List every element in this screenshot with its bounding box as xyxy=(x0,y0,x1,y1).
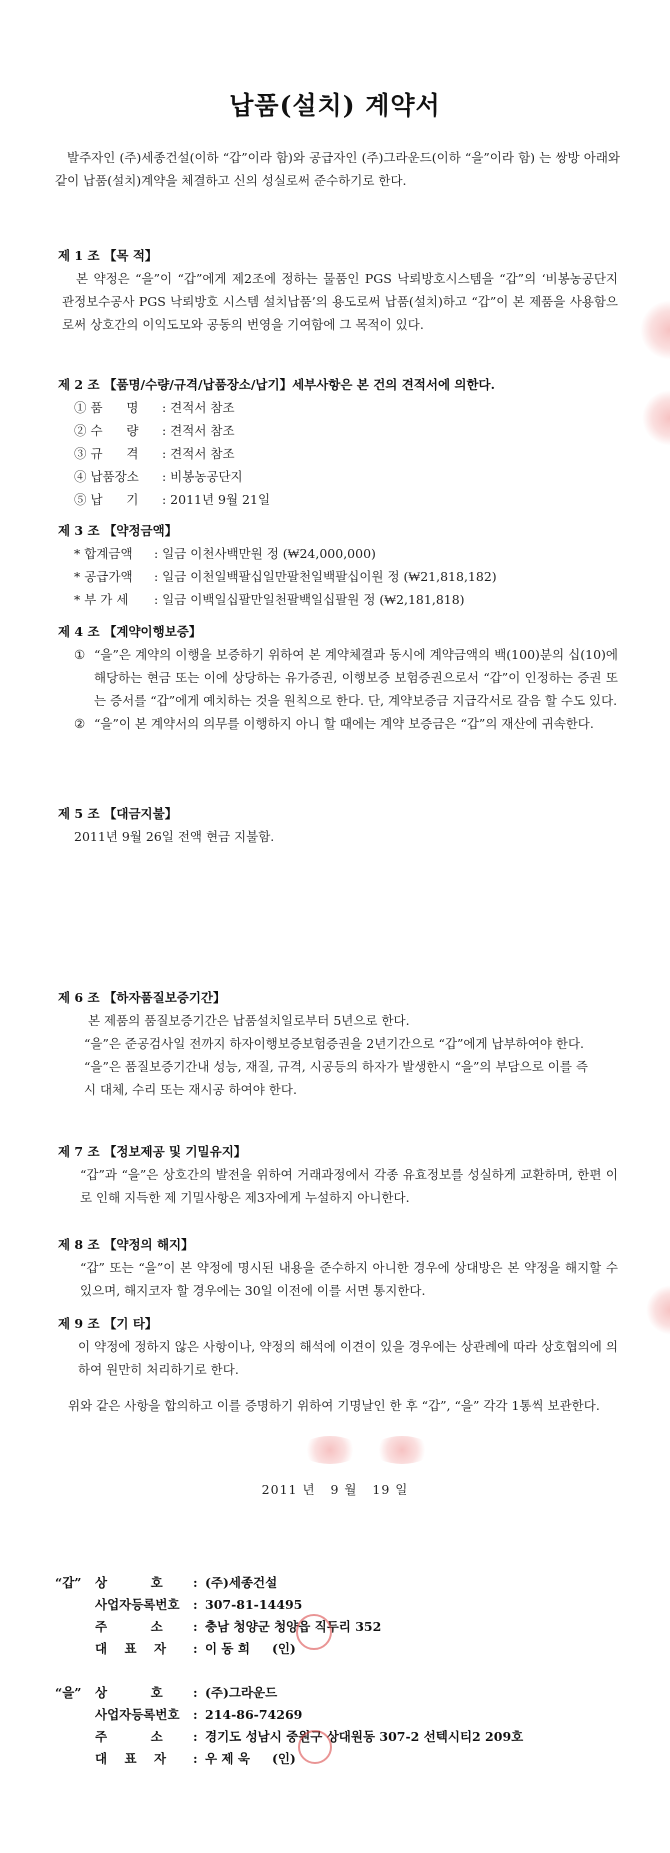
seal-stamp xyxy=(300,1436,360,1464)
list-item: ⑤ 납 기 : 2011년 9월 21일 xyxy=(74,492,271,507)
party-a-block xyxy=(55,1572,635,1660)
party-b-reg-row: 사업자등록번호 : 214-86-74269 xyxy=(95,1707,303,1722)
article-6-line-3: “을”은 품질보증기간내 성능, 재질, 규격, 시공등의 하자가 발생한시 “을”의 부담으로 이를 즉시 대체, 수리 또는 재시공 하여야 한다. xyxy=(84,1059,588,1097)
article-9-body: 이 약정에 정하지 않은 사항이나, 약정의 해석에 이견이 있을 경우에는 상관례에 따라 상호협의에 의하여 원만히 처리하기로 한다. xyxy=(78,1339,618,1377)
seal-stamp xyxy=(372,1436,432,1464)
article-4-heading: 제 4 조 【계약이행보증】 xyxy=(58,624,202,639)
article-5-body: 2011년 9월 26일 전액 현금 지불함. xyxy=(74,829,275,844)
party-a-address: 충남 청양군 청양읍 직두리 352 xyxy=(205,1619,382,1634)
article-6-line-2: “을”은 준공검사일 전까지 하자이행보증보험증권을 2년기간으로 “갑”에게 납부하여야 한다. xyxy=(84,1036,585,1051)
article-2-heading: 제 2 조 【품명/수량/규격/납품장소/납기】세부사항은 본 건의 견적서에 의한다. xyxy=(58,377,495,392)
party-b-tag: “을” xyxy=(55,1685,82,1700)
party-a-reg-number: 307-81-14495 xyxy=(205,1597,303,1612)
closing-paragraph: 위와 같은 사항을 합의하고 이를 증명하기 위하여 기명날인 한 후 “갑”, “을” 각각 1통씩 보관한다. xyxy=(68,1398,600,1413)
party-b-block xyxy=(55,1682,635,1770)
margin-seal-stamp xyxy=(646,1285,670,1335)
party-b-address: 경기도 성남시 중원구 상대원동 307-2 선텍시티2 209호 xyxy=(205,1729,524,1744)
article-7 xyxy=(58,1140,618,1209)
article-1 xyxy=(58,244,618,336)
party-a-seal-mark: (인) xyxy=(271,1641,296,1656)
margin-seal-stamp xyxy=(642,390,670,446)
article-4 xyxy=(58,620,618,735)
article-8-body: “갑” 또는 “을”이 본 약정에 명시된 내용을 준수하지 아니한 경우에 상대방은 본 약정을 해지할 수 있으며, 해지코자 할 경우에는 30일 이전에 이를 서면 통지한다. xyxy=(80,1260,618,1298)
party-a-addr-row: 주 소 : 충남 청양군 청양읍 직두리 352 xyxy=(95,1619,382,1634)
contract-date: 2011 년 9 월 19 일 xyxy=(261,1482,409,1497)
article-2-list xyxy=(58,396,618,511)
article-4-item-2: ② “을”이 본 계약서의 의무를 이행하지 아니 할 때에는 계약 보증금은 “갑”의 재산에 귀속한다. xyxy=(74,716,594,731)
article-6 xyxy=(58,986,618,1101)
list-item: * 부 가 세 : 일금 이백일십팔만일천팔백일십팔원 정 (₩2,181,818) xyxy=(74,592,465,607)
article-7-body: “갑”과 “을”은 상호간의 발전을 위하여 거래과정에서 각종 유효정보를 성실하게 교환하며, 한편 이로 인해 지득한 제 기밀사항은 제3자에게 누설하지 아니한다. xyxy=(80,1167,618,1205)
document-title: 납품(설치) 계약서 xyxy=(229,91,441,120)
party-b-reg-number: 214-86-74269 xyxy=(205,1707,303,1722)
article-9-heading: 제 9 조 【기 타】 xyxy=(58,1316,158,1331)
intro-paragraph: 발주자인 (주)세종건설(이하 “갑”이라 함)와 공급자인 (주)그라운드(이하 “을”이라 함) 는 쌍방 아래와 같이 납품(설치)계약을 체결하고 신의 성실로써 준수하기로 한다. xyxy=(55,150,620,188)
article-5-heading: 제 5 조 【대금지불】 xyxy=(58,806,178,821)
article-3-heading: 제 3 조 【약정금액】 xyxy=(58,523,178,538)
article-4-item-1: ① “을”은 계약의 이행을 보증하기 위하여 본 계약체결과 동시에 계약금액의 백(100)분의 십(10)에 해당하는 현금 또는 이에 상당하는 유가증권, 이행보증 보험증권으로서 “갑”이 인정하는 증권 또는 증서를 “갑”에게 예치하는 것을 원칙으로 한다. 단, 계약보증금 지급각서로 갈음 할 수도 있다. xyxy=(74,647,618,708)
list-item: ① 품 명 : 견적서 참조 xyxy=(74,400,235,415)
article-1-heading: 제 1 조 【목 적】 xyxy=(58,248,158,263)
party-a-rep-row: 대 표 자 : 이 동 희 (인) xyxy=(95,1641,296,1656)
list-item: ② 수 량 : 견적서 참조 xyxy=(74,423,235,438)
party-a-representative: 이 동 희 xyxy=(205,1641,250,1656)
article-3 xyxy=(58,519,618,611)
article-5 xyxy=(58,802,618,848)
article-9 xyxy=(58,1312,618,1381)
article-2 xyxy=(58,373,618,511)
party-a-company: (주)세종건설 xyxy=(205,1575,278,1590)
party-b-addr-row: 주 소 : 경기도 성남시 중원구 상대원동 307-2 선텍시티2 209호 xyxy=(95,1729,524,1744)
article-6-line-1: 본 제품의 품질보증기간은 납품설치일로부터 5년으로 한다. xyxy=(88,1013,410,1028)
party-b-seal-mark: (인) xyxy=(271,1751,296,1766)
article-8-heading: 제 8 조 【약정의 해지】 xyxy=(58,1237,194,1252)
article-7-heading: 제 7 조 【정보제공 및 기밀유지】 xyxy=(58,1144,247,1159)
party-b-company: (주)그라운드 xyxy=(205,1685,278,1700)
list-item: ④ 납품장소 : 비봉농공단지 xyxy=(74,469,243,484)
party-a-reg-row: 사업자등록번호 : 307-81-14495 xyxy=(95,1597,303,1612)
list-item: ③ 규 격 : 견적서 참조 xyxy=(74,446,235,461)
party-b-name-row: “을” 상 호 : (주)그라운드 xyxy=(55,1682,635,1704)
article-8 xyxy=(58,1233,618,1302)
margin-seal-stamp xyxy=(640,300,670,360)
list-item: * 공급가액 : 일금 이천일백팔십일만팔천일백팔십이원 정 (₩21,818,182) xyxy=(74,569,497,584)
party-a-tag: “갑” xyxy=(55,1575,82,1590)
party-b-rep-row: 대 표 자 : 우 제 욱 (인) xyxy=(95,1751,296,1766)
party-a-name-row: “갑” 상 호 : (주)세종건설 xyxy=(55,1572,635,1594)
article-6-heading: 제 6 조 【하자품질보증기간】 xyxy=(58,990,226,1005)
party-b-representative: 우 제 욱 xyxy=(205,1751,250,1766)
list-item: * 합계금액 : 일금 이천사백만원 정 (₩24,000,000) xyxy=(74,546,376,561)
article-1-body: 본 약정은 “을”이 “갑”에게 제2조에 정하는 물품인 PGS 낙뢰방호시스템을 “갑”의 ‘비봉농공단지 관정보수공사 PGS 낙뢰방호 시스템 설치납품’의 용도로써 납품(설치)하고 “갑”이 본 제품을 사용함으로써 상호간의 이익도모와 공동의 번영을 기여함에 그 목적이 있다. xyxy=(62,271,618,332)
article-3-list xyxy=(58,542,618,611)
